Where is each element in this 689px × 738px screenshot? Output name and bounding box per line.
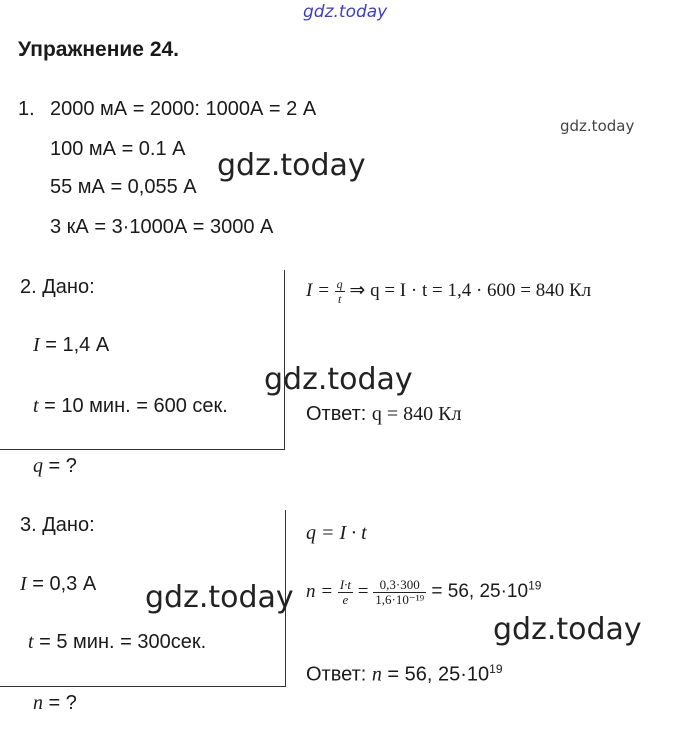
result: = 56, 25·10 <box>426 580 529 602</box>
formula-text: q = I · t <box>306 522 367 544</box>
problem-1-line-2: 100 мА = 0.1 А <box>50 138 186 160</box>
divider-horizontal <box>0 449 285 450</box>
fraction-q-t <box>335 277 345 306</box>
equals: = <box>353 580 374 602</box>
problem-1-number: 1. <box>18 98 35 120</box>
divider-horizontal <box>0 686 286 687</box>
problem-3-header: 3. Дано: <box>20 514 95 536</box>
fraction-num: q <box>336 277 343 291</box>
problem-3-formula-2 <box>306 578 541 607</box>
value: = ? <box>43 692 77 714</box>
var-I: I <box>20 573 27 595</box>
var-t: t <box>28 631 34 653</box>
fraction-den: e <box>342 592 349 607</box>
problem-2-formula <box>306 277 591 306</box>
watermark-large-1: gdz.today <box>217 148 366 183</box>
watermark-large-4: gdz.today <box>493 612 642 647</box>
problem-1-line-1: 2000 мА = 2000: 1000А = 2 А <box>50 98 317 120</box>
answer-label: Ответ: <box>306 403 372 425</box>
fraction-num: I·t <box>339 577 352 592</box>
divider-vertical <box>284 270 285 450</box>
watermark-large-3: gdz.today <box>145 580 294 615</box>
problem-1-line-3: 55 мА = 0,055 А <box>50 176 197 198</box>
formula-rest: ⇒ q = I · t = 1,4 · 600 = 840 Кл <box>344 279 592 301</box>
formula-prefix: n = <box>306 580 338 602</box>
watermark-top: gdz.today <box>303 2 388 22</box>
value: = 0,3 А <box>26 573 97 595</box>
fraction-den: 1,6·10⁻¹⁹ <box>375 592 425 607</box>
answer-var: n <box>371 663 382 686</box>
problem-3-find <box>33 692 77 715</box>
value: = 10 мин. = 600 сек. <box>38 395 228 417</box>
value: = ? <box>43 455 77 477</box>
problem-3-given-I <box>20 573 96 596</box>
var-t: t <box>33 395 39 417</box>
problem-2-header: 2. Дано: <box>20 276 95 298</box>
problem-2-find <box>33 455 77 478</box>
value: = 1,4 А <box>39 334 110 356</box>
var-I: I <box>33 334 40 356</box>
problem-3-given-t <box>28 631 206 654</box>
formula-prefix: I = <box>306 279 335 301</box>
watermark-large-2: gdz.today <box>264 362 413 397</box>
problem-2-given-I <box>33 334 109 357</box>
var-q: q <box>33 455 43 477</box>
problem-2-given-t <box>33 395 228 418</box>
fraction-den: t <box>337 292 342 306</box>
fraction-values <box>373 578 426 607</box>
value: = 5 мин. = 300сек. <box>33 631 207 653</box>
answer-value: q = 840 Кл <box>371 403 462 425</box>
fraction-it-e <box>338 578 353 607</box>
var-n: n <box>33 692 43 714</box>
problem-1-line-4: 3 кА = 3·1000А = 3000 А <box>50 216 274 238</box>
problem-2-answer <box>306 403 461 426</box>
problem-3-answer <box>306 662 503 687</box>
answer-value: = 56, 25·10 <box>381 663 490 686</box>
result-exponent: 19 <box>528 578 542 593</box>
page-title: Упражнение 24. <box>18 38 180 61</box>
problem-3-formula-1 <box>306 522 367 545</box>
fraction-num: 0,3·300 <box>373 578 426 593</box>
answer-label: Ответ: <box>306 663 372 686</box>
watermark-small: gdz.today <box>560 117 635 135</box>
answer-exponent: 19 <box>489 662 503 676</box>
